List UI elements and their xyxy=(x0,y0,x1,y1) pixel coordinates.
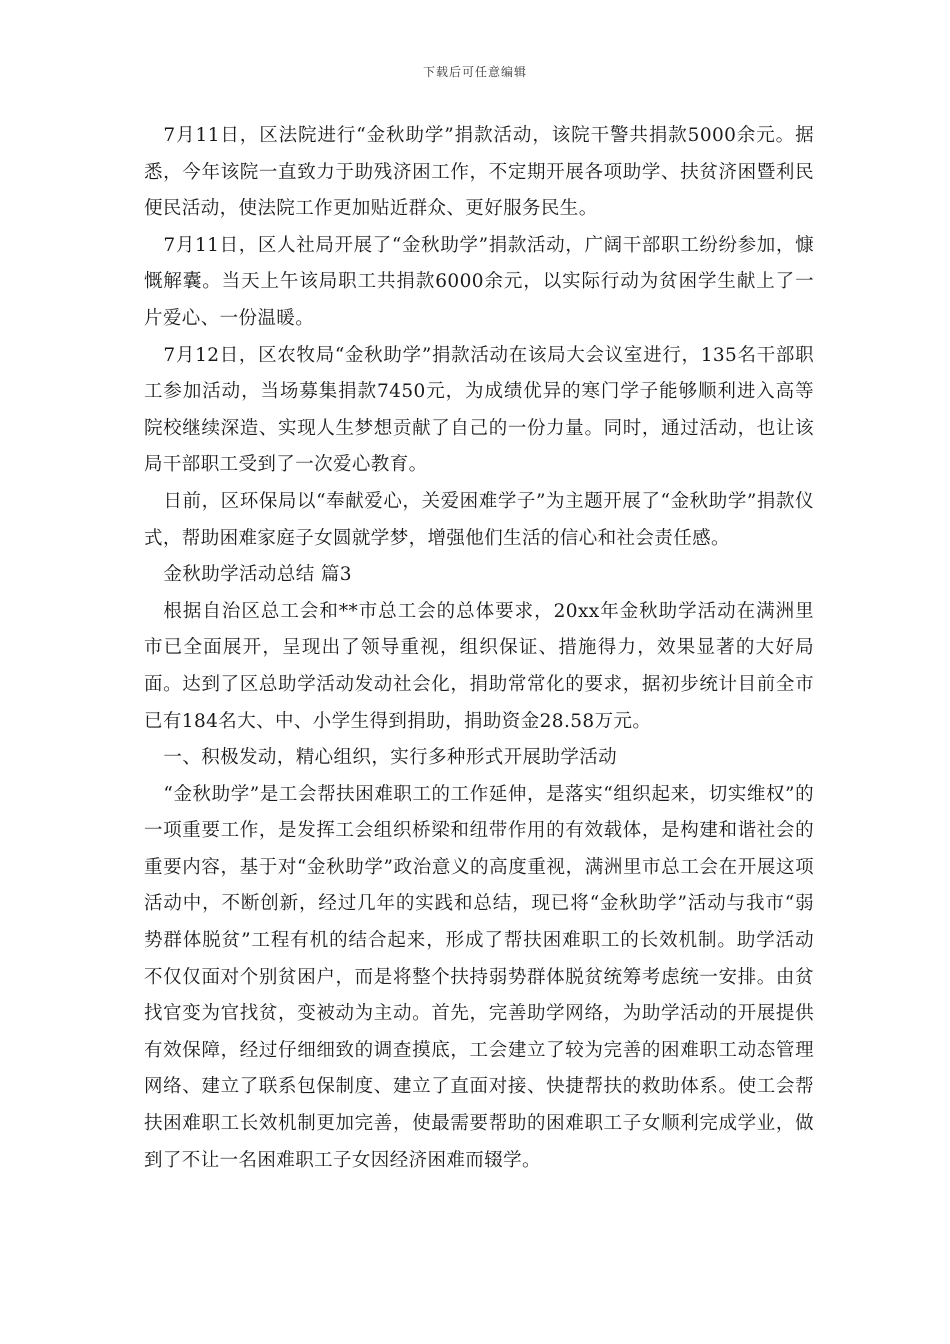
paragraph-environment-bureau-donation: 日前，区环保局以“奉献爱心，关爱困难学子”为主题开展了“金秋助学”捐款仪式，帮助困难家庭子女圆就学梦，增强他们生活的信心和社会责任感。 xyxy=(144,490,814,549)
subsection-heading: 一、积极发动，精心组织，实行多种形式开展助学活动 xyxy=(163,747,618,769)
page-header: 下载后可任意编辑 xyxy=(422,65,527,79)
section-title: 金秋助学活动总结 篇3 xyxy=(163,564,352,586)
paragraph-agriculture-bureau-donation: 7月12日，区农牧局“金秋助学”捐款活动在该局大会议室进行，135名干部职工参加活动，当场募集捐款7450元，为成绩优异的寒门学子能够顺利进入高等院校继续深造、实现人生梦想贡献了自己的一份力量。同时，通过活动，也让该局干部职工受到了一次爱心教育。 xyxy=(144,344,814,476)
paragraph-mechanism: “金秋助学”是工会帮扶困难职工的工作延伸，是落实“组织起来，切实维权”的一项重要工作，是发挥工会组织桥梁和纽带作用的有效载体，是构建和谐社会的重要内容，基于对“金秋助学”政治意义的高度重视，满洲里市总工会在开展这项活动中，不断创新，经过几年的实践和总结，现已将“金秋助学”活动与我市“弱势群体脱贫”工程有机的结合起来，形成了帮扶困难职工的长效机制。助学活动不仅仅面对个别贫困户，而是将整个扶持弱势群体脱贫统筹考虑统一安排。由贫找官变为官找贫，变被动为主动。首先，完善助学网络，为助学活动的开展提供有效保障，经过仔细细致的调查摸底，工会建立了较为完善的困难职工动态管理网络、建立了联系包保制度、建立了直面对接、快捷帮扶的救助体系。使工会帮扶困难职工长效机制更加完善，使最需要帮助的困难职工子女顺利完成学业，做到了不让一名困难职工子女因经济困难而辍学。 xyxy=(144,783,814,1171)
document-body xyxy=(144,118,814,1179)
paragraph-overview: 根据自治区总工会和**市总工会的总体要求，20xx年金秋助学活动在满洲里市已全面展开，呈现出了领导重视，组织保证、措施得力，效果显著的大好局面。达到了区总助学活动发动社会化，捐助常常化的要求，据初步统计目前全市已有184名大、中、小学生得到捐助，捐助资金28.58万元。 xyxy=(144,600,814,732)
paragraph-court-donation: 7月11日，区法院进行“金秋助学”捐款活动，该院干警共捐款5000余元。据悉，今年该院一直致力于助残济困工作，不定期开展各项助学、扶贫济困暨利民便民活动，使法院工作更加贴近群众、更好服务民生。 xyxy=(144,125,814,220)
paragraph-hr-bureau-donation: 7月11日，区人社局开展了“金秋助学”捐款活动，广阔干部职工纷纷参加，慷慨解囊。当天上午该局职工共捐款6000余元，以实际行动为贫困学生献上了一片爱心、一份温暖。 xyxy=(144,234,814,329)
